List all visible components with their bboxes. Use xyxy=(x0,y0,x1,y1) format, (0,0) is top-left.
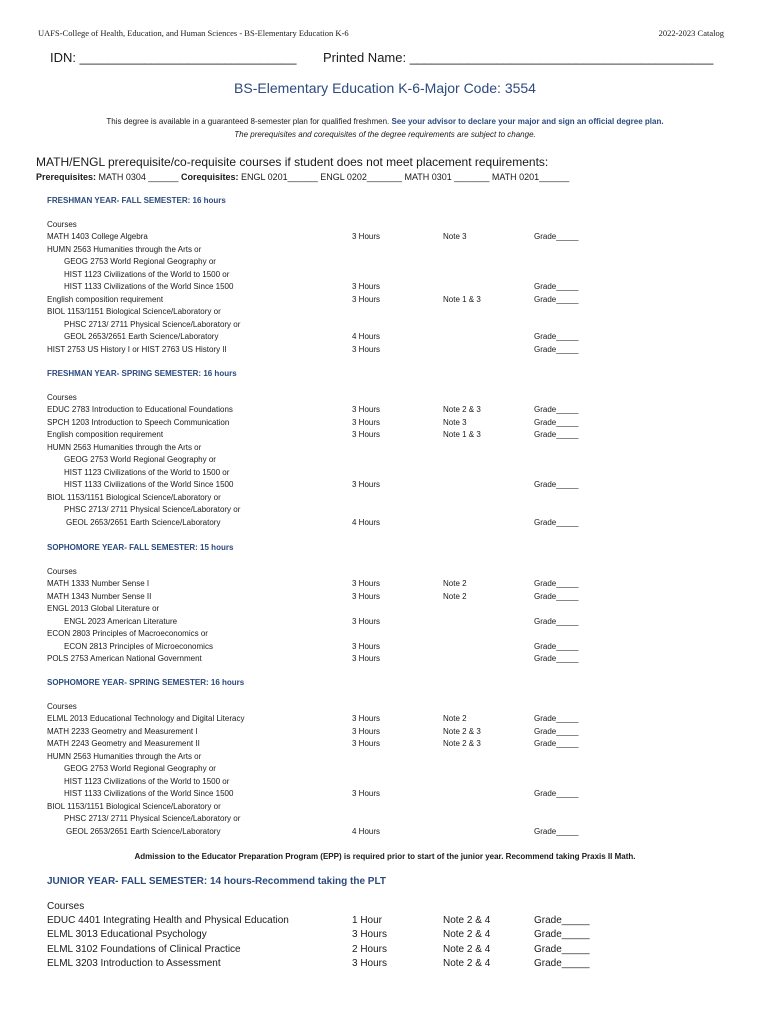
course-name: EDUC 4401 Integrating Health and Physical Education xyxy=(47,915,289,926)
course-hours: 3 Hours xyxy=(352,789,381,798)
course-name: ECON 2803 Principles of Macroeconomics or xyxy=(47,629,208,638)
course-row xyxy=(47,603,747,615)
course-row xyxy=(47,429,747,441)
course-name: GEOG 2753 World Regional Geography or xyxy=(64,764,216,773)
grade-field[interactable]: Grade_____ xyxy=(534,957,590,969)
course-name: ELML 3013 Educational Psychology xyxy=(47,929,207,941)
course-name: English composition requirement xyxy=(47,294,164,304)
course-hours: 3 Hours xyxy=(352,405,381,414)
course-name: POLS 2753 American National Government xyxy=(47,654,202,663)
course-note: Note 2 xyxy=(443,579,467,588)
course-name: HIST 1123 Civilizations of the World to 1500 or xyxy=(64,467,230,477)
page-title: BS-Elementary Education K-6-Major Code: 3554 xyxy=(234,80,536,96)
semester-title: SOPHOMORE YEAR- FALL SEMESTER: 15 hours xyxy=(47,543,234,552)
grade-field[interactable]: Grade_____ xyxy=(534,430,579,439)
grade-field[interactable]: Grade_____ xyxy=(534,929,590,941)
course-note: Note 2 & 3 xyxy=(443,739,481,748)
coreq-label: Corequisites: xyxy=(180,172,239,182)
header-catalog: 2022-2023 Catalog xyxy=(658,28,724,38)
course-name: HUMN 2563 Humanities through the Arts or xyxy=(47,244,202,254)
course-row xyxy=(47,467,747,479)
course-hours: 3 Hours xyxy=(352,929,388,941)
course-hours: 3 Hours xyxy=(352,417,381,427)
course-name: BIOL 1153/1151 Biological Science/Laboratory or xyxy=(47,801,221,811)
course-name: GEOL 2653/2651 Earth Science/Laboratory xyxy=(66,826,221,836)
course-row xyxy=(47,726,747,738)
course-row xyxy=(47,504,747,516)
course-note: Note 2 & 4 xyxy=(443,943,491,955)
course-name: GEOL 2653/2651 Earth Science/Laboratory xyxy=(64,332,219,341)
course-row xyxy=(47,442,747,454)
course-hours: 3 Hours xyxy=(352,579,381,588)
course-name: HUMN 2563 Humanities through the Arts or xyxy=(47,751,202,761)
course-name: PHSC 2713/ 2711 Physical Science/Laboratory or xyxy=(64,319,241,329)
grade-field[interactable]: Grade_____ xyxy=(534,943,590,955)
course-name: ENGL 2023 American Literature xyxy=(64,616,178,626)
course-name: HUMN 2563 Humanities through the Arts or xyxy=(47,442,202,452)
grade-field[interactable]: Grade_____ xyxy=(534,616,579,626)
course-name: GEOG 2753 World Regional Geography or xyxy=(64,257,216,266)
epp-notice: Admission to the Educator Preparation Program (EPP) is required prior to start of the junior year. Recommend taking Praxis II Math. xyxy=(134,852,636,861)
course-hours: 3 Hours xyxy=(352,480,381,489)
course-name: HIST 1133 Civilizations of the World Since 1500 xyxy=(64,789,234,798)
course-row xyxy=(47,591,747,603)
grade-field[interactable]: Grade_____ xyxy=(534,332,579,341)
course-row xyxy=(47,404,747,416)
semester-title: FRESHMAN YEAR- SPRING SEMESTER: 16 hours xyxy=(47,369,237,378)
grade-field[interactable]: Grade_____ xyxy=(534,726,579,736)
grade-field[interactable]: Grade_____ xyxy=(534,591,579,601)
course-row xyxy=(47,641,747,653)
course-row xyxy=(47,256,747,268)
course-note: Note 1 & 3 xyxy=(443,430,481,439)
course-name: ELML 3203 Introduction to Assessment xyxy=(47,957,221,969)
course-name: BIOL 1153/1151 Biological Science/Laboratory or xyxy=(47,307,221,316)
course-name: ELML 2013 Educational Technology and Digital Literacy xyxy=(47,714,245,723)
course-row xyxy=(47,294,747,306)
course-row xyxy=(47,943,747,957)
course-row xyxy=(47,801,747,813)
course-hours: 3 Hours xyxy=(352,714,381,723)
placement-requirements xyxy=(36,172,569,182)
course-row xyxy=(47,914,747,928)
courses-label xyxy=(47,392,747,404)
course-note: Note 2 & 4 xyxy=(443,957,491,969)
grade-field[interactable]: Grade_____ xyxy=(534,714,579,723)
semester-title: SOPHOMORE YEAR- SPRING SEMESTER: 16 hours xyxy=(47,678,245,687)
course-hours: 2 Hours xyxy=(352,943,388,955)
course-row xyxy=(47,231,747,243)
grade-field[interactable]: Grade_____ xyxy=(534,579,579,588)
course-hours: 4 Hours xyxy=(352,332,381,341)
course-name: MATH 2243 Geometry and Measurement II xyxy=(47,739,200,748)
junior-fall-title: JUNIOR YEAR- FALL SEMESTER: 14 hours-Recommend taking the PLT xyxy=(47,876,386,887)
course-name: PHSC 2713/ 2711 Physical Science/Laboratory or xyxy=(64,505,241,514)
course-row xyxy=(47,653,747,665)
course-row xyxy=(47,616,747,628)
grade-field[interactable]: Grade_____ xyxy=(534,294,579,304)
course-row xyxy=(47,479,747,491)
course-name: HIST 1133 Civilizations of the World Since 1500 xyxy=(64,480,234,489)
course-hours: 3 Hours xyxy=(352,957,388,969)
grade-field[interactable]: Grade_____ xyxy=(534,739,579,748)
course-row xyxy=(47,319,747,331)
course-hours: 4 Hours xyxy=(352,826,381,836)
course-name: HIST 1123 Civilizations of the World to 1500 or xyxy=(64,269,230,279)
course-hours: 3 Hours xyxy=(352,591,381,601)
course-note: Note 3 xyxy=(443,417,467,427)
courses-label xyxy=(47,219,747,231)
course-name: EDUC 2783 Introduction to Educational Foundations xyxy=(47,405,233,414)
course-row xyxy=(47,751,747,763)
course-name: HIST 2753 US History I or HIST 2763 US History II xyxy=(47,344,227,354)
grade-field[interactable]: Grade_____ xyxy=(534,641,579,651)
grade-field[interactable]: Grade_____ xyxy=(534,405,579,414)
courses-heading: Courses xyxy=(47,393,77,402)
placement-heading: MATH/ENGL prerequisite/co-requisite courses if student does not meet placement requirements: xyxy=(36,155,549,169)
course-hours: 1 Hour xyxy=(352,915,383,926)
intro-plain: This degree is available in a guaranteed 8-semester plan for qualified freshmen. xyxy=(106,117,390,126)
course-name: GEOL 2653/2651 Earth Science/Laboratory xyxy=(66,517,221,527)
course-note: Note 2 & 4 xyxy=(443,915,491,926)
intro-text xyxy=(0,117,770,126)
grade-field[interactable]: Grade_____ xyxy=(534,789,579,798)
course-row xyxy=(47,269,747,281)
course-name: MATH 1403 College Algebra xyxy=(47,232,148,241)
course-name: ECON 2813 Principles of Microeconomics xyxy=(64,641,213,651)
course-name: English composition requirement xyxy=(47,430,164,439)
course-note: Note 2 & 4 xyxy=(443,929,491,941)
grade-field[interactable]: Grade_____ xyxy=(534,417,579,427)
course-hours: 3 Hours xyxy=(352,232,381,241)
grade-field[interactable]: Grade_____ xyxy=(534,480,579,489)
course-row xyxy=(47,738,747,750)
course-row xyxy=(47,957,747,971)
course-hours: 3 Hours xyxy=(352,344,381,354)
course-name: MATH 1343 Number Sense II xyxy=(47,591,152,601)
intro-italic: The prerequisites and corequisites of the degree requirements are subject to change. xyxy=(234,130,536,139)
course-hours: 3 Hours xyxy=(352,739,381,748)
course-hours: 3 Hours xyxy=(352,616,381,626)
course-name: ELML 3102 Foundations of Clinical Practice xyxy=(47,943,241,955)
course-hours: 3 Hours xyxy=(352,430,381,439)
course-hours: 3 Hours xyxy=(352,294,381,304)
course-name: GEOG 2753 World Regional Geography or xyxy=(64,455,216,464)
course-row xyxy=(47,517,747,529)
course-name: BIOL 1153/1151 Biological Science/Laboratory or xyxy=(47,492,221,502)
course-row xyxy=(47,628,747,640)
course-name: PHSC 2713/ 2711 Physical Science/Laboratory or xyxy=(64,814,241,823)
course-row xyxy=(47,454,747,466)
course-row xyxy=(47,788,747,800)
courses-heading: Courses xyxy=(47,220,77,229)
coreq-value: ENGL 0201______ ENGL 0202_______ MATH 0301 _______ MATH 0201______ xyxy=(240,172,570,182)
grade-field[interactable]: Grade_____ xyxy=(534,915,590,926)
grade-field[interactable]: Grade_____ xyxy=(534,282,579,291)
semester-title: FRESHMAN YEAR- FALL SEMESTER: 16 hours xyxy=(47,196,226,205)
course-name: HIST 1123 Civilizations of the World to 1500 or xyxy=(64,776,230,786)
course-name: ENGL 2013 Global Literature or xyxy=(47,604,160,613)
course-row xyxy=(47,776,747,788)
grade-field[interactable]: Grade_____ xyxy=(534,517,579,527)
course-note: Note 2 & 3 xyxy=(443,726,481,736)
course-row xyxy=(47,306,747,318)
course-name: MATH 1333 Number Sense I xyxy=(47,579,150,588)
course-name: SPCH 1203 Introduction to Speech Communication xyxy=(47,417,230,427)
course-note: Note 2 xyxy=(443,714,467,723)
courses-label xyxy=(47,566,747,578)
prereq-value: MATH 0304 ______ xyxy=(98,172,179,182)
course-row xyxy=(47,713,747,725)
course-hours: 3 Hours xyxy=(352,726,381,736)
course-note: Note 3 xyxy=(443,232,467,241)
course-note: Note 2 & 3 xyxy=(443,405,481,414)
courses-heading: Courses xyxy=(47,901,85,912)
courses-heading: Courses xyxy=(47,567,77,576)
course-name: HIST 1133 Civilizations of the World Since 1500 xyxy=(64,282,234,291)
grade-field[interactable]: Grade_____ xyxy=(534,826,579,836)
course-row xyxy=(47,763,747,775)
intro-bold: See your advisor to declare your major and sign an official degree plan. xyxy=(391,117,664,126)
course-row xyxy=(47,928,747,942)
course-hours: 3 Hours xyxy=(352,282,381,291)
course-name: MATH 2233 Geometry and Measurement I xyxy=(47,726,198,736)
course-row xyxy=(47,344,747,356)
courses-label xyxy=(47,900,747,914)
courses-heading: Courses xyxy=(47,702,77,711)
course-hours: 3 Hours xyxy=(352,641,381,651)
grade-field[interactable]: Grade_____ xyxy=(534,344,579,354)
printed-name-field[interactable]: Printed Name: __________________________________________ xyxy=(323,50,714,65)
course-hours: 3 Hours xyxy=(352,654,381,663)
course-row xyxy=(47,492,747,504)
course-row xyxy=(47,331,747,343)
grade-field[interactable]: Grade_____ xyxy=(534,232,579,241)
header-program: UAFS-College of Health, Education, and Human Sciences - BS-Elementary Education K-6 xyxy=(38,28,349,38)
course-row xyxy=(47,244,747,256)
course-row xyxy=(47,826,747,838)
prereq-label: Prerequisites: xyxy=(36,172,97,182)
idn-field[interactable]: IDN: ______________________________ xyxy=(50,50,297,65)
grade-field[interactable]: Grade_____ xyxy=(534,654,579,663)
course-row xyxy=(47,578,747,590)
course-row xyxy=(47,281,747,293)
courses-label xyxy=(47,701,747,713)
course-row xyxy=(47,813,747,825)
course-hours: 4 Hours xyxy=(352,517,381,527)
course-note: Note 1 & 3 xyxy=(443,294,481,304)
course-row xyxy=(47,417,747,429)
course-note: Note 2 xyxy=(443,591,467,601)
